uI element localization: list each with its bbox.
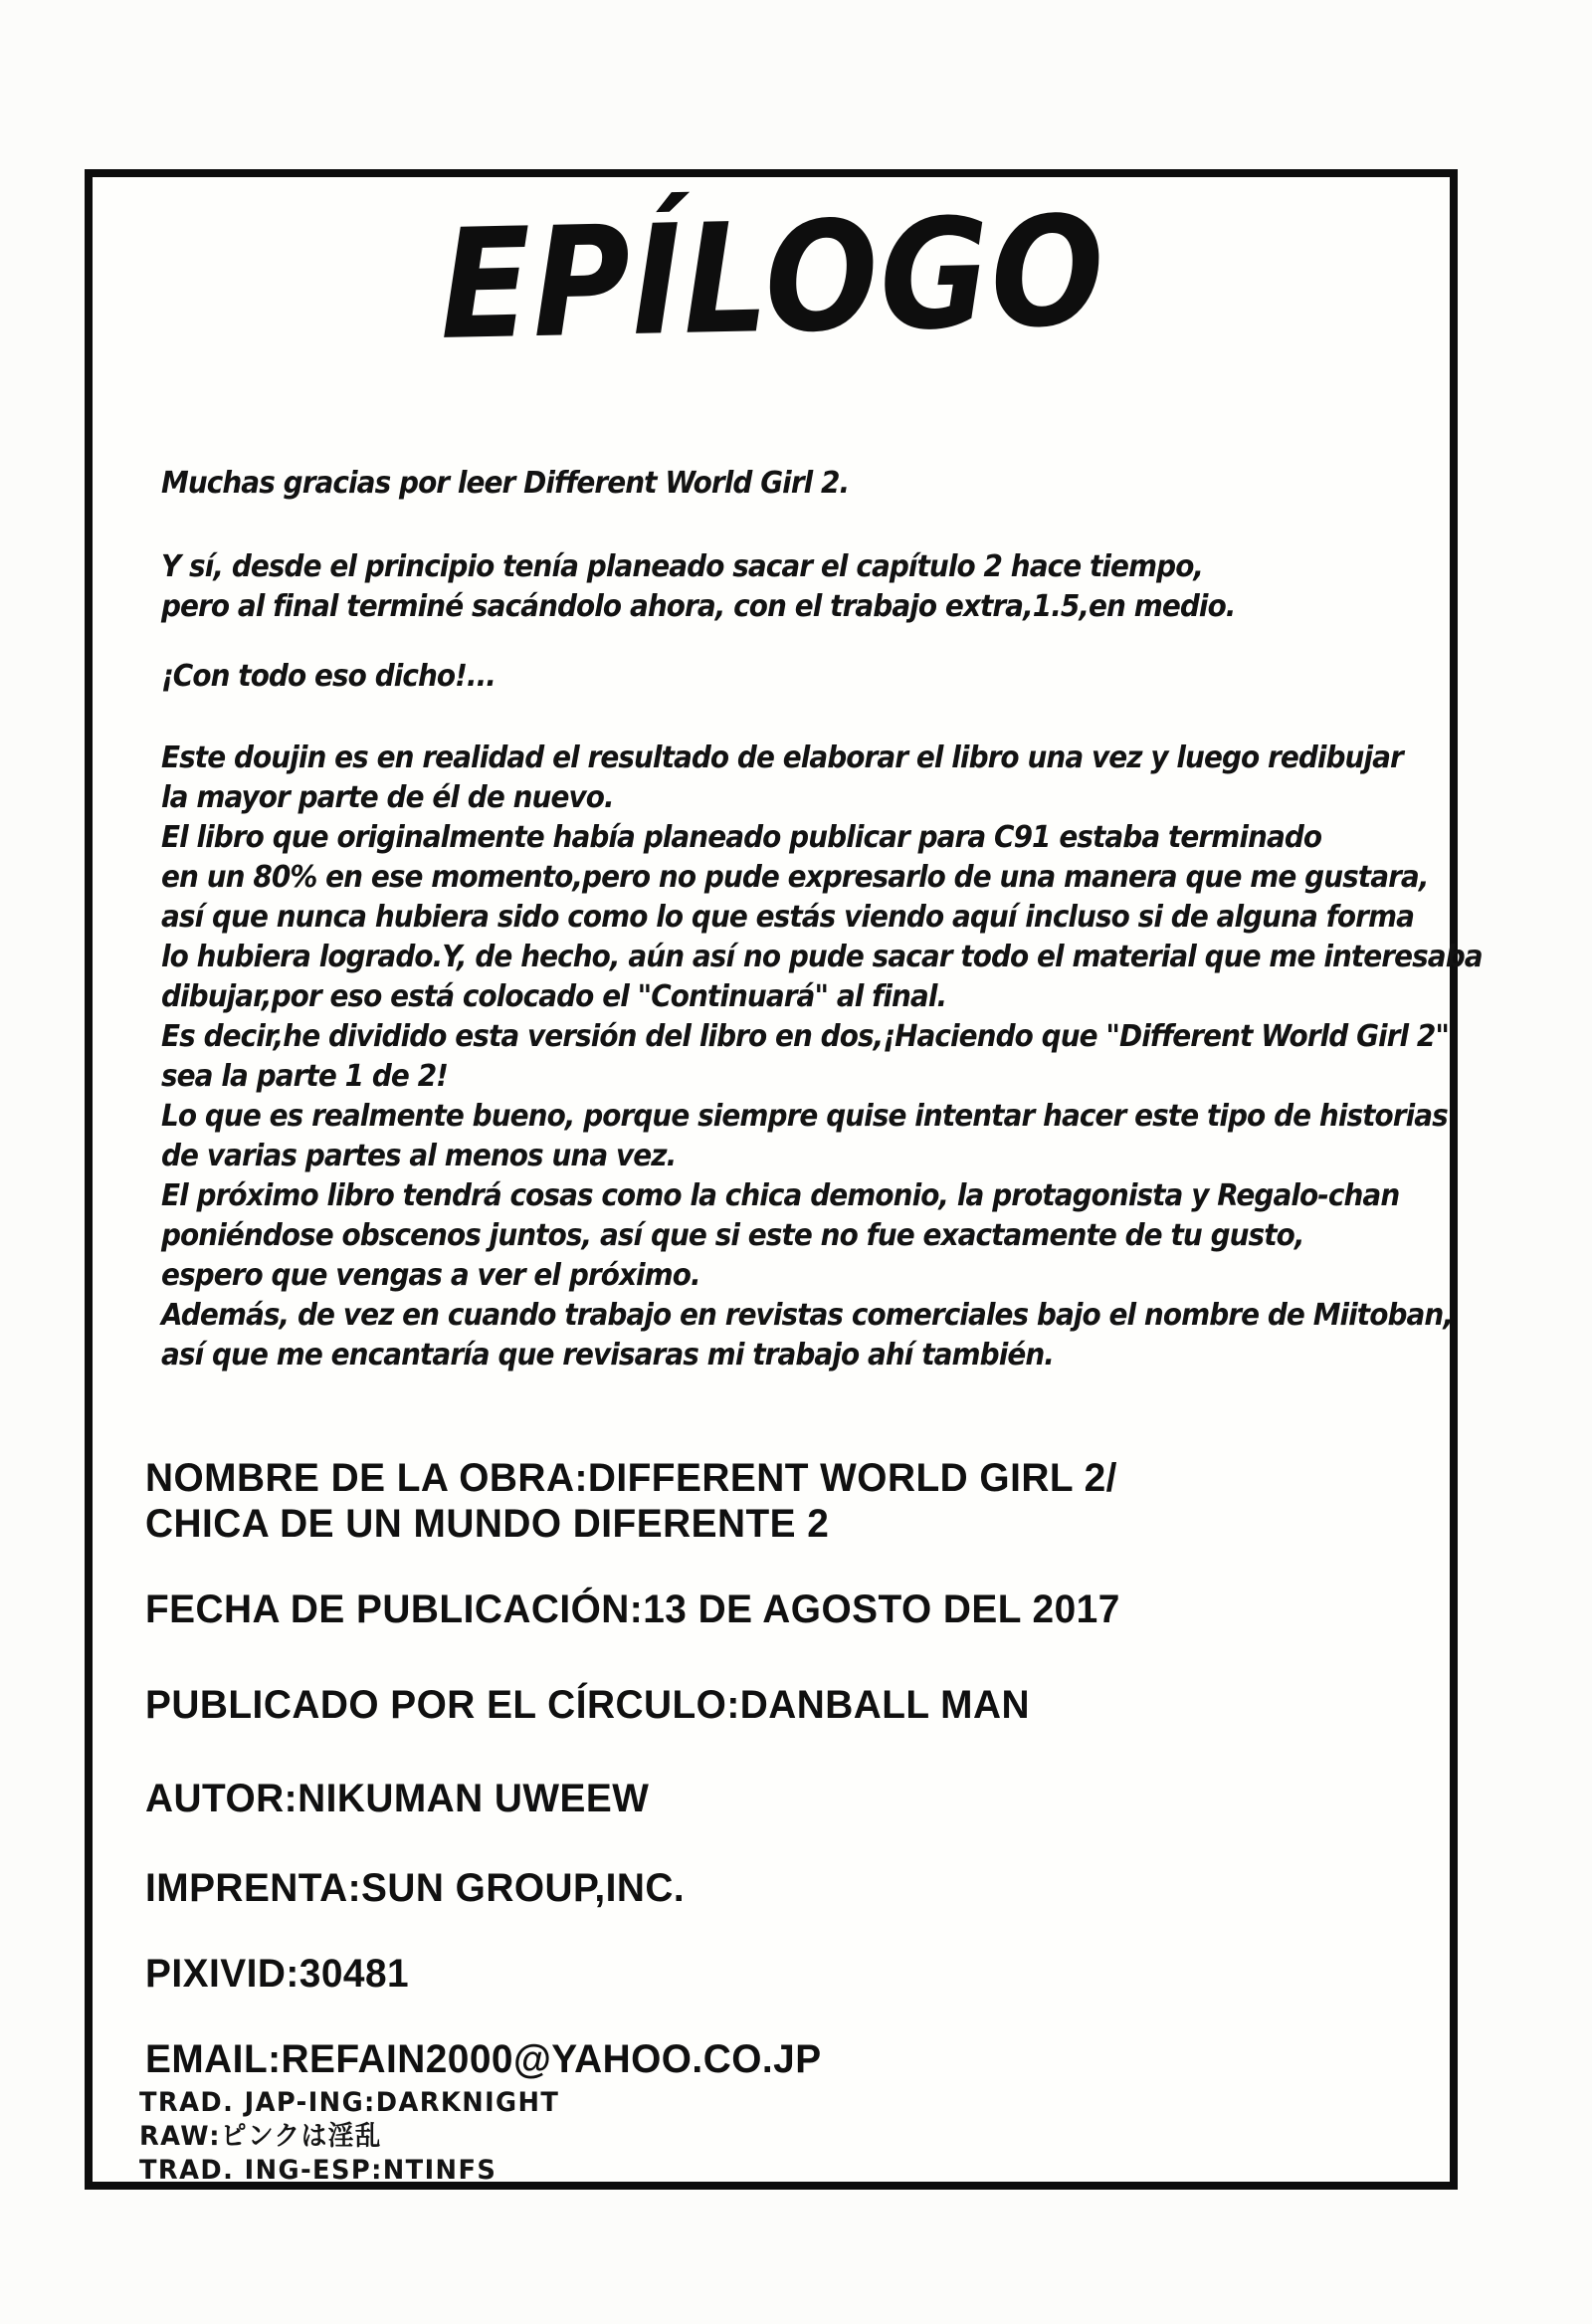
body-line: así que nunca hubiera sido como lo que estás viendo aquí incluso si de alguna forma (161, 900, 1415, 935)
credit-raw-source: RAW:ピンクは淫乱 (139, 2121, 382, 2152)
body-line: sea la parte 1 de 2! (161, 1059, 448, 1094)
credit-pixiv-id: PIXIVID:30481 (145, 1952, 410, 1996)
body-line: Muchas gracias por leer Different World Girl 2. (161, 466, 850, 501)
credit-email: EMAIL:REFAIN2000@YAHOO.CO.JP (145, 2037, 822, 2081)
body-line: El libro que originalmente había planeado publicar para C91 estaba terminado (161, 820, 1322, 855)
body-line: de varias partes al menos una vez. (161, 1139, 677, 1173)
body-line: ¡Con todo eso dicho!... (161, 659, 496, 694)
body-line: Es decir,he dividido esta versión del libro en dos,¡Haciendo que "Different World Girl 2" (161, 1019, 1450, 1054)
paragraph-chapter2 (161, 547, 1457, 627)
body-line: pero al final terminé sacándolo ahora, con el trabajo extra,1.5,en medio. (161, 589, 1236, 624)
body-line: El próximo libro tendrá cosas como la chica demonio, la protagonista y Regalo-chan (161, 1178, 1400, 1213)
page-title: EPÍLOGO (438, 182, 1108, 373)
body-line: dibujar,por eso está colocado el "Continuará" al final. (161, 979, 947, 1014)
credit-translator-eng-esp: TRAD. ING-ESP:NTINFS (139, 2155, 498, 2186)
publication-credits (145, 1455, 1120, 2082)
credit-printer: IMPRENTA:SUN GROUP,INC. (145, 1866, 686, 1910)
body-line: Y sí, desde el principio tenía planeado sacar el capítulo 2 hace tiempo, (161, 549, 1204, 584)
translation-credits (139, 2086, 559, 2188)
paragraph-thanks (161, 464, 1457, 504)
body-line: Además, de vez en cuando trabajo en revistas comerciales bajo el nombre de Miitoban, (161, 1298, 1453, 1333)
body-line: Lo que es realmente bueno, porque siempre quise intentar hacer este tipo de historias (161, 1099, 1448, 1134)
credit-work-name-1: NOMBRE DE LA OBRA:DIFFERENT WORLD GIRL 2/ (145, 1456, 1117, 1500)
body-line: lo hubiera logrado.Y, de hecho, aún así no pude sacar todo el material que me interesaba (161, 940, 1483, 974)
credit-author: AUTOR:NIKUMAN UWEEW (145, 1777, 650, 1820)
body-line: así que me encantaría que revisaras mi trabajo ahí también. (161, 1338, 1054, 1373)
paragraph-main (161, 739, 1483, 1375)
credit-circle: PUBLICADO POR EL CÍRCULO:DANBALL MAN (145, 1683, 1031, 1727)
credit-translator-jap-eng: TRAD. JAP-ING:DARKNIGHT (139, 2087, 560, 2118)
epilogue-body-text (161, 464, 1483, 1375)
body-line: espero que vengas a ver el próximo. (161, 1258, 700, 1293)
body-line: poniéndose obscenos juntos, así que si este no fue exactamente de tu gusto, (161, 1218, 1304, 1253)
body-line: la mayor parte de él de nuevo. (161, 780, 614, 815)
body-line: en un 80% en ese momento,pero no pude expresarlo de una manera que me gustara, (161, 860, 1429, 895)
paragraph-that-said (161, 657, 1457, 697)
credit-publication-date: FECHA DE PUBLICACIÓN:13 DE AGOSTO DEL 2017 (145, 1587, 1120, 1631)
body-line: Este doujin es en realidad el resultado de elaborar el libro una vez y luego redibujar (161, 740, 1403, 775)
credit-work-name-2: CHICA DE UN MUNDO DIFERENTE 2 (145, 1502, 830, 1546)
